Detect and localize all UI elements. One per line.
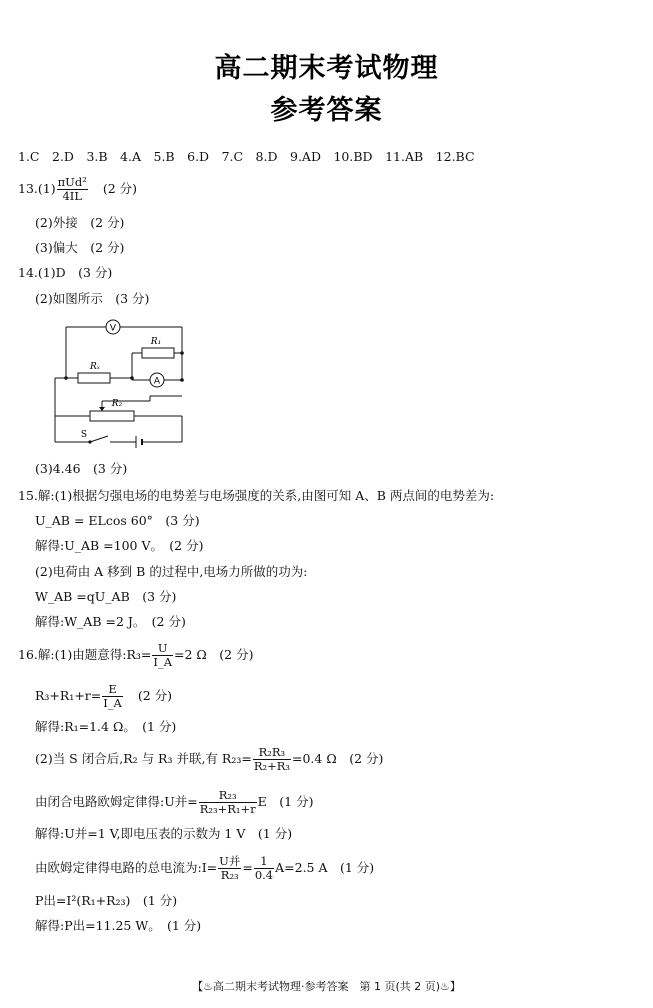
q16-line6: 解得:U并=1 V,即电压表的示数为 1 V (1 分) [35, 826, 293, 841]
q13-label: 13.(1) [18, 181, 56, 197]
q16-line2-text: R₃+R₁+r= [35, 688, 102, 704]
q16-line7-text: 由欧姆定律得电路的总电流为:I= [35, 860, 218, 876]
ammeter-label: A [153, 376, 161, 387]
q16-line5-fraction [199, 789, 257, 816]
fraction-numerator: R₂₃ [199, 789, 257, 803]
q16-line4-fraction [253, 746, 291, 773]
q16-line5-text: 由闭合电路欧姆定律得:U并= [35, 794, 198, 810]
resistor-r1 [142, 348, 174, 358]
q16-line5-result: E (1 分) [257, 794, 314, 810]
q16-line4-text: (2)当 S 闭合后,R₂ 与 R₃ 并联,有 R₂₃= [35, 751, 252, 767]
q16-line7-fraction-a [218, 855, 241, 882]
q13-part3: (3)偏大 (2 分) [35, 240, 125, 255]
q15-line3: 解得:U_AB =100 V。 (2 分) [35, 538, 204, 553]
page-subtitle: 参考答案 [270, 95, 383, 126]
q13-fraction-numerator: πUd² [57, 175, 87, 189]
q16-line1-fraction [152, 642, 173, 669]
q14-part2: (2)如图所示 (3 分) [35, 291, 150, 306]
fraction-numerator: U [152, 642, 173, 656]
q16-line7-fraction-b [254, 855, 274, 882]
page-title: 高二期末考试物理 [214, 53, 439, 84]
junction-dot [180, 378, 184, 382]
q14-part3: (3)4.46 (3 分) [35, 461, 128, 476]
q15-line5: W_AB =qU_AB (3 分) [35, 589, 177, 604]
junction-dot [64, 376, 68, 380]
junction-dot [130, 376, 134, 380]
fraction-denominator: I_A [153, 655, 173, 670]
q16-line3: 解得:R₁=1.4 Ω。 (1 分) [35, 719, 177, 734]
rheostat-r2-label: R₂ [111, 399, 123, 409]
fraction-numerator: 1 [254, 855, 274, 869]
q15-line1: 15.解:(1)根据匀强电场的电势差与电场强度的关系,由图可知 A、B 两点间的电势差为: [18, 488, 495, 503]
choice-answers: 1.C 2.D 3.B 4.A 5.B 6.D 7.C 8.D 9.AD 10.BD 11.AB 12.BC [18, 149, 475, 164]
switch-pivot [88, 440, 91, 443]
q16-line8: P出=I²(R₁+R₂₃) (1 分) [35, 893, 178, 908]
q16-line1 [18, 642, 253, 669]
fraction-denominator: R₂+R₃ [253, 759, 290, 774]
page-footer: 【♨高二期末考试物理·参考答案 第 1 页(共 2 页)♨】 [192, 980, 461, 993]
q13-part1 [18, 176, 137, 203]
q16-line1-text: 16.解:(1)由题意得:R₃= [18, 647, 152, 663]
q16-line5 [35, 789, 313, 816]
q16-line7-result: A=2.5 A (1 分) [275, 860, 375, 876]
q15-line6: 解得:W_AB =2 J。 (2 分) [35, 614, 186, 629]
q13-part2: (2)外接 (2 分) [35, 215, 125, 230]
switch-label: S [80, 430, 88, 440]
resistor-r1-label: R₁ [150, 337, 162, 347]
q13-score: (2 分) [102, 181, 138, 197]
q16-line2-score: (2 分) [137, 688, 173, 704]
q13-fraction [57, 176, 88, 203]
q16-line4-result: =0.4 Ω (2 分) [292, 751, 384, 767]
fraction-denominator: R₂₃+R₁+r [199, 802, 256, 817]
rheostat-r2 [90, 411, 134, 421]
fraction-denominator: R₂₃ [220, 868, 239, 883]
q15-line2: U_AB = ELcos 60° (3 分) [35, 513, 200, 528]
q16-line9: 解得:P出=11.25 W。 (1 分) [35, 918, 202, 933]
q13-fraction-denominator: 4IL [62, 189, 82, 204]
q16-line4 [35, 746, 383, 773]
fraction-denominator: I_A [103, 696, 122, 711]
fraction-numerator: U并 [219, 854, 241, 868]
q16-line2 [35, 683, 172, 710]
q16-line2-fraction [102, 683, 123, 710]
resistor-rx-label: Rₓ [90, 362, 100, 372]
q16-line7-equals: = [242, 860, 253, 876]
junction-dot [180, 351, 184, 355]
fraction-numerator: R₂R₃ [253, 746, 291, 760]
q14-part1: 14.(1)D (3 分) [18, 265, 113, 280]
q16-line7 [35, 855, 374, 882]
q15-line4: (2)电荷由 A 移到 B 的过程中,电场力所做的功为: [35, 564, 308, 579]
voltmeter-label: V [109, 323, 117, 334]
q16-line1-result: =2 Ω (2 分) [174, 647, 254, 663]
fraction-numerator: E [102, 683, 123, 697]
circuit-diagram [50, 318, 190, 448]
fraction-denominator: 0.4 [254, 868, 274, 883]
resistor-rx [78, 373, 110, 383]
rheostat-slider-arrow [99, 407, 105, 411]
